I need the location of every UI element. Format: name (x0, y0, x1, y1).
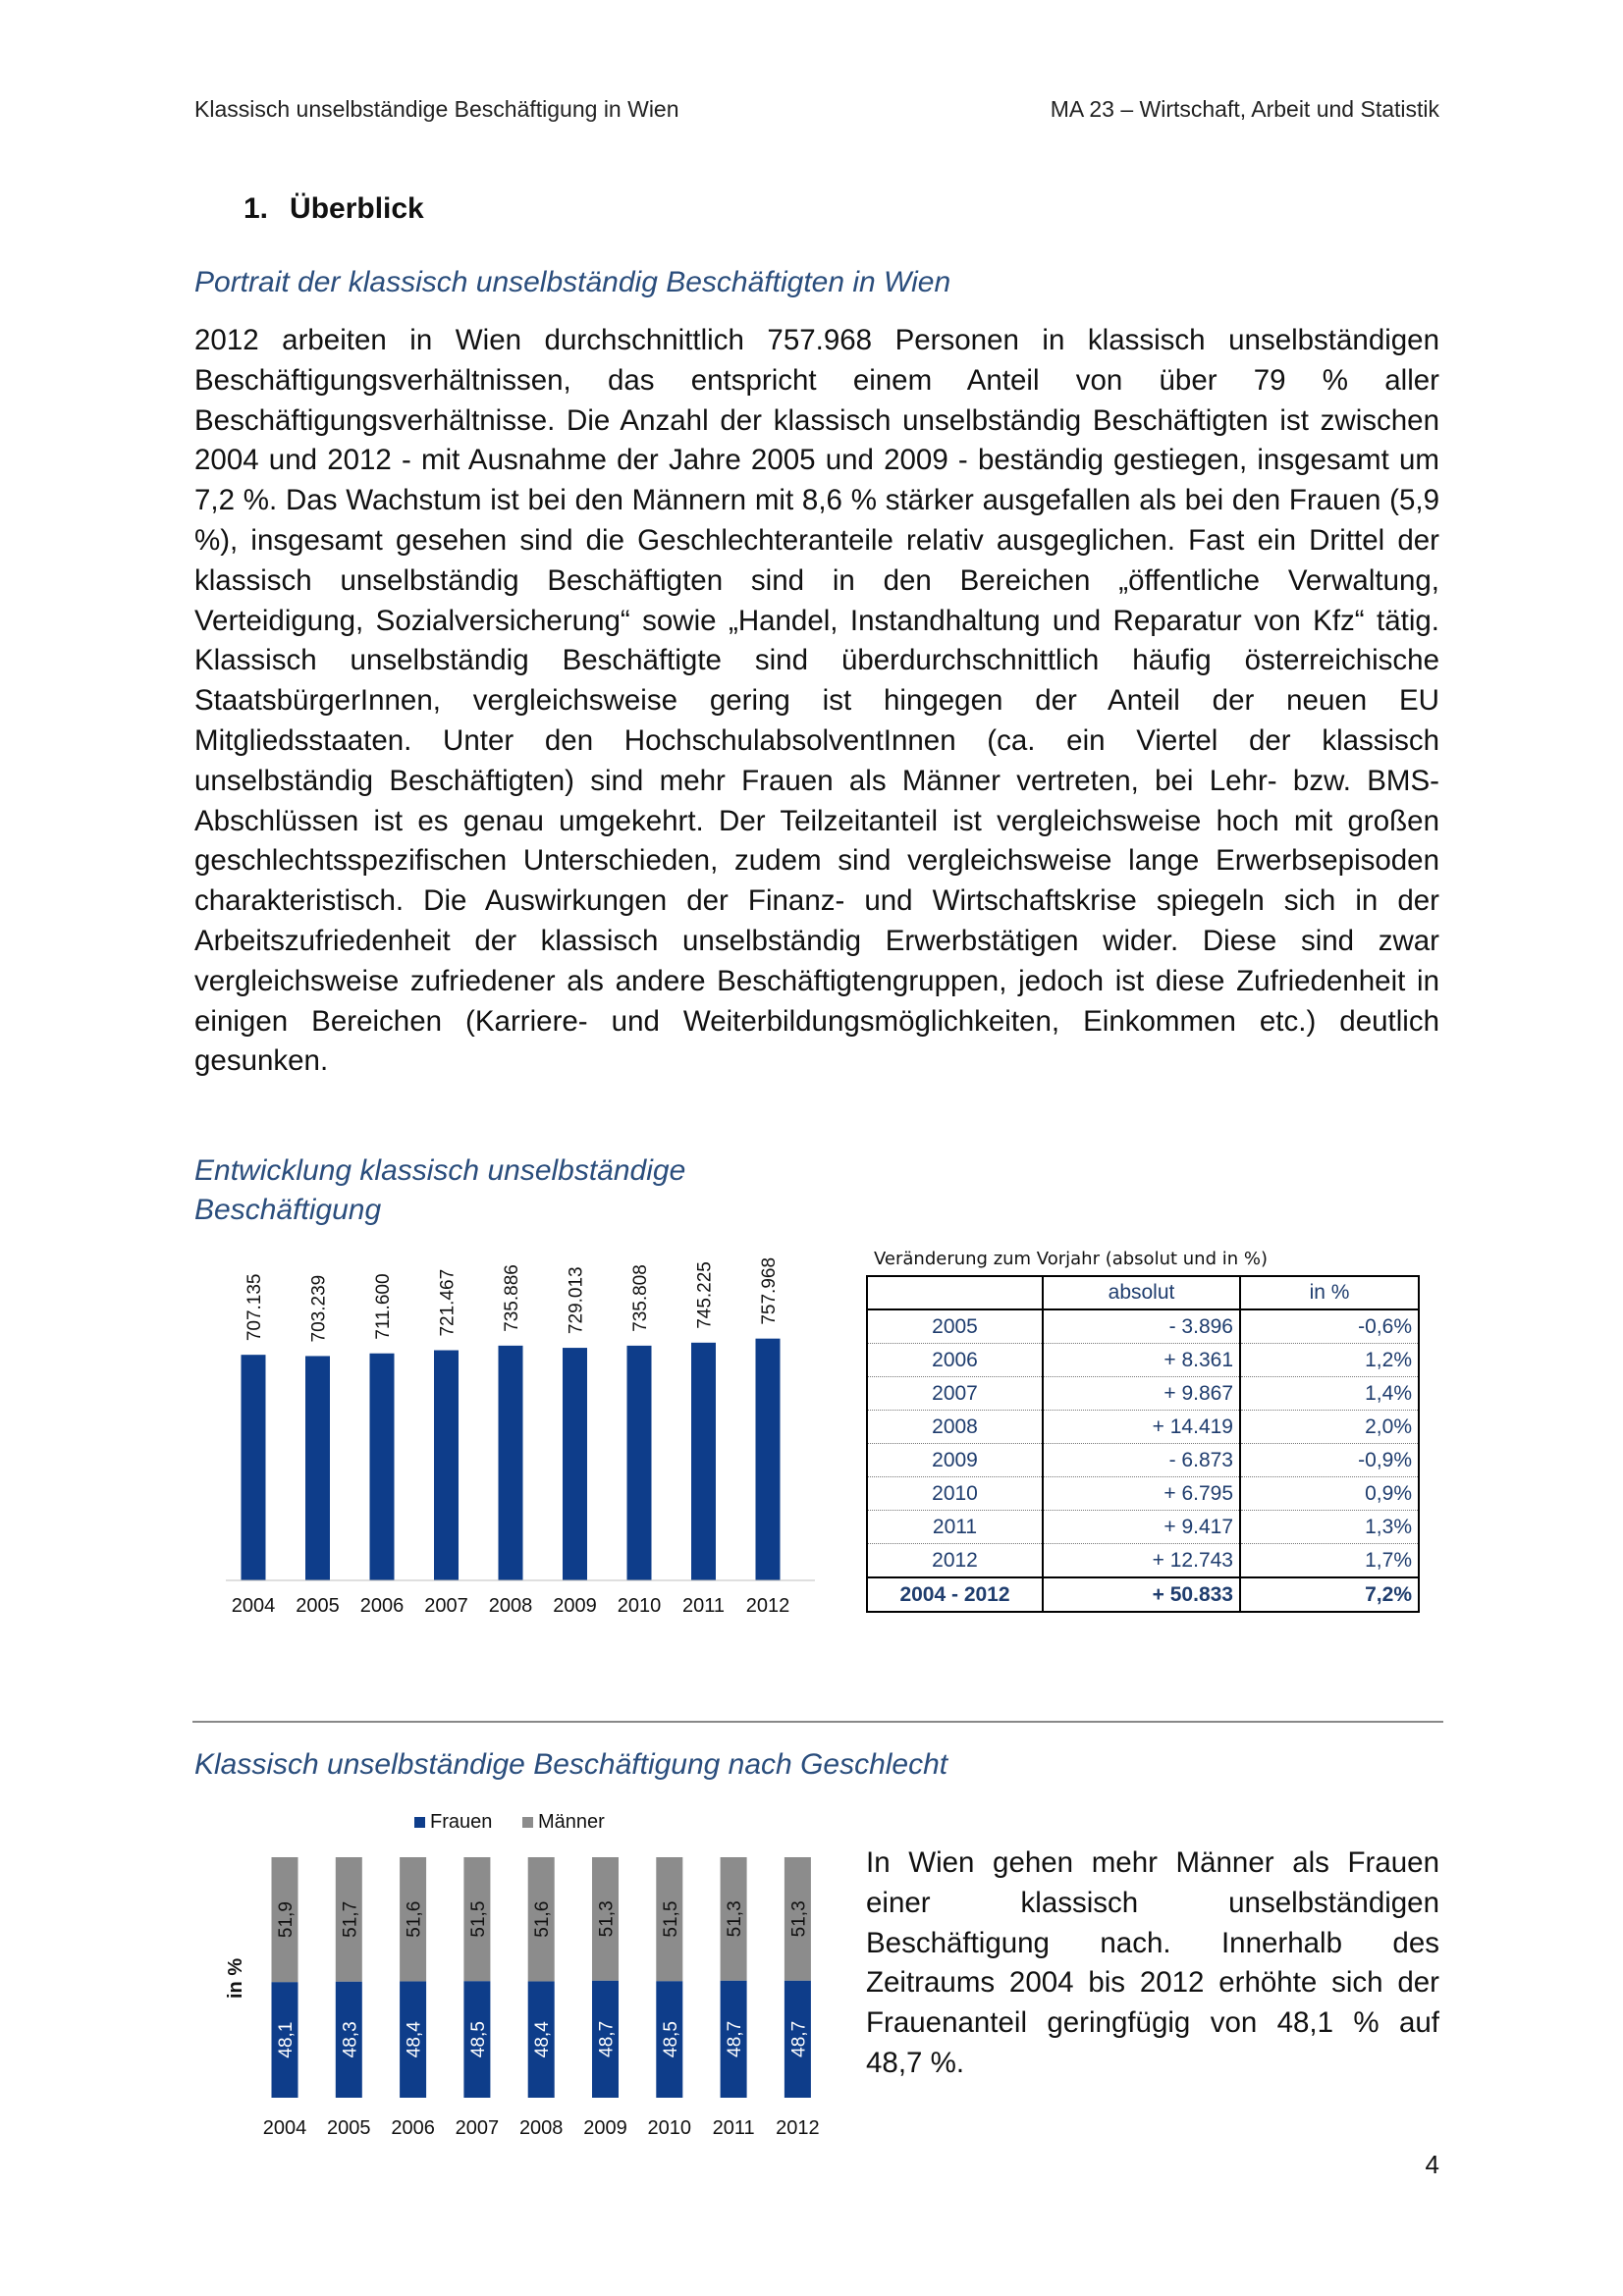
table-total-row (867, 1577, 1419, 1612)
change-table-container (866, 1249, 1420, 1613)
bar-2005 (305, 1356, 330, 1580)
maenner-value-label: 51,6 (404, 1900, 425, 1938)
row-absolut: + 6.795 (1043, 1477, 1240, 1511)
frauen-value-label: 48,7 (788, 2020, 810, 2057)
bar-value-label: 735.886 (502, 1264, 522, 1332)
table-row (867, 1377, 1419, 1411)
x-tick-label: 2009 (553, 1595, 597, 1617)
bar-value-label: 707.135 (244, 1273, 265, 1342)
row-percent: -0,9% (1240, 1444, 1419, 1477)
x-tick-label: 2005 (296, 1595, 340, 1617)
bar-2010 (627, 1346, 652, 1580)
row-year: 2007 (867, 1377, 1043, 1411)
development-subheading (194, 1151, 685, 1230)
row-absolut: + 9.867 (1043, 1377, 1240, 1411)
maenner-value-label: 51,3 (596, 1900, 618, 1938)
maenner-value-label: 51,5 (467, 1900, 489, 1938)
page-number: 4 (1425, 2150, 1439, 2179)
table-row (867, 1411, 1419, 1444)
x-tick-label: 2011 (712, 2117, 755, 2139)
x-tick-label: 2009 (583, 2117, 627, 2139)
maenner-value-label: 51,7 (340, 1900, 361, 1938)
total-period: 2004 - 2012 (867, 1577, 1043, 1612)
x-tick-label: 2012 (745, 1595, 790, 1617)
row-percent: 0,9% (1240, 1477, 1419, 1511)
portrait-paragraph: 2012 arbeiten in Wien durchschnittlich 757.968 Personen in klassisch unselbständigen Beschäftigungsverhältnissen, das entspricht einem Anteil von über 79 % aller Beschäftigungsverhältnisse. Die Anzahl der klassisch unselbständig Beschäftigten ist zwischen 2004 und 2012 - mit Ausnahme der Jahre 2005 und 2009 - beständig gestiegen, insgesamt um 7,2 %. Das Wachstum ist bei den Männern mit 8,6 % stärker ausgefallen als bei den Frauen (5,9 %), insgesamt gesehen sind die Geschlechteranteile relativ ausgeglichen. Fast ein Drittel der klassisch unselbständig Beschäftigten sind in den Bereichen „öffentliche Verwaltung, Verteidigung, Sozialversicherung“ sowie „Handel, Instandhaltung und Reparatur von Kfz“ tätig. Klassisch unselbständig Beschäftigte sind überdurchschnittlich häufig österreichische StaatsbürgerInnen, vergleichsweise gering ist hingegen der Anteil der neuen EU Mitgliedsstaaten. Unter den HochschulabsolventInnen (ca. ein Viertel der klassisch unselbständig Beschäftigten) sind mehr Frauen als Männer vertreten, bei Lehr- bzw. BMS-Abschlüssen ist es genau umgekehrt. Der Teilzeitanteil ist vergleichsweise hoch mit großen geschlechtsspezifischen Unterschieden, zudem sind vergleichsweise lange Erwerbsepisoden charakteristisch. Die Auswirkungen der Finanz- und Wirtschaftskrise spiegeln sich in der Arbeitszufriedenheit der klassisch unselbständig Erwerbstätigen wider. Diese sind zwar vergleichsweise zufriedener als andere Beschäftigtengruppen, jedoch ist diese Zufriedenheit in einigen Bereichen (Karriere- und Weiterbildungsmöglichkeiten, Einkommen etc.) deutlich gesunken. (194, 324, 1439, 1078)
row-absolut: + 8.361 (1043, 1344, 1240, 1377)
section-divider (192, 1721, 1443, 1723)
bar-value-label: 729.013 (566, 1266, 587, 1335)
x-tick-label: 2008 (518, 2117, 564, 2139)
total-percent: 7,2% (1240, 1577, 1419, 1612)
frauen-value-label: 48,4 (404, 2021, 425, 2058)
bar-2009 (563, 1348, 587, 1580)
bar-value-label: 721.467 (437, 1268, 459, 1337)
row-percent: 1,4% (1240, 1377, 1419, 1411)
frauen-value-label: 48,5 (467, 2021, 489, 2058)
change-table (866, 1275, 1420, 1613)
frauen-value-label: 48,4 (532, 2021, 554, 2058)
row-year: 2008 (867, 1411, 1043, 1444)
bar-2011 (691, 1343, 716, 1580)
frauen-value-label: 48,7 (596, 2020, 618, 2057)
row-percent: 1,3% (1240, 1511, 1419, 1544)
portrait-subheading: Portrait der klassisch unselbständig Beschäftigten in Wien (194, 266, 951, 298)
x-tick-label: 2007 (455, 2117, 500, 2139)
row-year: 2006 (867, 1344, 1043, 1377)
header-cell-percent: in % (1240, 1276, 1419, 1309)
x-tick-label: 2005 (327, 2117, 371, 2139)
change-table-header-row (867, 1276, 1419, 1309)
bar-2004 (242, 1355, 266, 1580)
maenner-value-label: 51,9 (276, 1901, 297, 1939)
frauen-value-label: 48,5 (660, 2021, 681, 2058)
x-tick-label: 2008 (488, 1595, 533, 1617)
bar-value-label: 745.225 (694, 1261, 716, 1329)
header-cell-empty (867, 1276, 1043, 1309)
x-tick-label: 2006 (359, 1595, 405, 1617)
table-row (867, 1511, 1419, 1544)
bar-2008 (499, 1346, 523, 1580)
frauen-value-label: 48,1 (276, 2021, 297, 2058)
x-tick-label: 2010 (647, 2117, 692, 2139)
legend-swatch-frauen (414, 1817, 425, 1828)
legend-label-maenner: Männer (538, 1811, 605, 1833)
frauen-value-label: 48,3 (340, 2021, 361, 2058)
bar-value-label: 735.808 (630, 1264, 651, 1332)
x-tick-label: 2007 (424, 1595, 468, 1617)
table-row (867, 1444, 1419, 1477)
bar-2007 (434, 1351, 459, 1580)
row-absolut: + 14.419 (1043, 1411, 1240, 1444)
development-subheading-line1: Entwicklung klassisch unselbständige (194, 1154, 686, 1187)
row-percent: 2,0% (1240, 1411, 1419, 1444)
row-percent: 1,2% (1240, 1344, 1419, 1377)
development-subheading-line2: Beschäftigung (194, 1194, 382, 1226)
bar-value-label: 711.600 (373, 1273, 394, 1340)
gender-stacked-chart (206, 1802, 835, 2151)
x-tick-label: 2010 (617, 1595, 662, 1617)
gender-subheading: Klassisch unselbständige Beschäftigung nach Geschlecht (194, 1748, 948, 1781)
row-percent: -0,6% (1240, 1309, 1419, 1344)
row-percent: 1,7% (1240, 1544, 1419, 1578)
table-row (867, 1477, 1419, 1511)
header-cell-absolut: absolut (1043, 1276, 1240, 1309)
section-number: 1. (243, 192, 269, 225)
maenner-value-label: 51,3 (725, 1900, 746, 1938)
frauen-value-label: 48,7 (725, 2020, 746, 2057)
row-year: 2010 (867, 1477, 1043, 1511)
change-table-title: Veränderung zum Vorjahr (absolut und in %) (874, 1249, 1268, 1269)
maenner-value-label: 51,5 (660, 1900, 681, 1938)
x-tick-label: 2004 (231, 1595, 276, 1617)
section-heading (243, 192, 424, 226)
table-row (867, 1544, 1419, 1578)
maenner-value-label: 51,3 (788, 1900, 810, 1938)
row-year: 2005 (867, 1309, 1043, 1344)
table-row (867, 1309, 1419, 1344)
employment-development-chart (226, 1256, 825, 1629)
running-header-department: MA 23 – Wirtschaft, Arbeit und Statistik (1050, 96, 1439, 122)
row-absolut: - 6.873 (1043, 1444, 1240, 1477)
x-tick-label: 2012 (776, 2117, 820, 2139)
row-year: 2012 (867, 1544, 1043, 1578)
bar-value-label: 703.239 (308, 1274, 330, 1343)
total-absolut: + 50.833 (1043, 1577, 1240, 1612)
x-tick-label: 2011 (681, 1595, 726, 1617)
row-absolut: + 12.743 (1043, 1544, 1240, 1578)
y-axis-label: in % (225, 1957, 246, 1999)
maenner-value-label: 51,6 (532, 1900, 554, 1938)
bar-value-label: 757.968 (759, 1256, 780, 1325)
bar-2012 (756, 1339, 781, 1580)
gender-paragraph: In Wien gehen mehr Männer als Frauen einer klassisch unselbständigen Beschäftigung nach. Innerhalb des Zeitraums 2004 bis 2012 erhöhte sich der Frauenanteil geringfügig von 48,1 % auf 48,7 %. (866, 1846, 1439, 2079)
row-year: 2011 (867, 1511, 1043, 1544)
row-absolut: - 3.896 (1043, 1309, 1240, 1344)
row-year: 2009 (867, 1444, 1043, 1477)
running-header-title: Klassisch unselbständige Beschäftigung in Wien (194, 96, 679, 122)
legend-swatch-maenner (522, 1817, 533, 1828)
x-tick-label: 2004 (262, 2117, 307, 2139)
x-tick-label: 2006 (391, 2117, 435, 2139)
legend-label-frauen: Frauen (430, 1811, 493, 1833)
row-absolut: + 9.417 (1043, 1511, 1240, 1544)
table-row (867, 1344, 1419, 1377)
bar-2006 (370, 1354, 395, 1580)
section-title: Überblick (290, 192, 424, 225)
